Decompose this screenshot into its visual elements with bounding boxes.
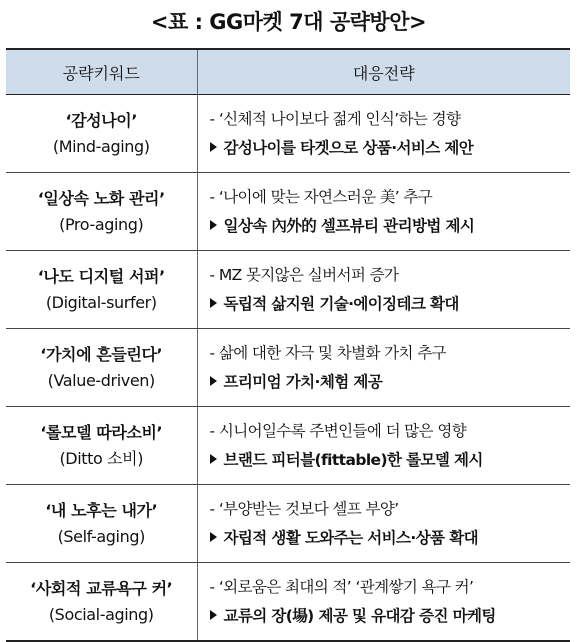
strategy-cell <box>197 251 570 329</box>
trend-text: - 시니어일수록 주변인들에 더 많은 영향 <box>209 421 467 440</box>
action-line <box>210 602 571 631</box>
triangle-bullet-icon <box>210 298 217 308</box>
table-row <box>6 329 570 407</box>
action-text: 감성나이를 타겟으로 상품·서비스 제안 <box>223 138 474 157</box>
action-text: 자립적 생활 도와주는 서비스·상품 확대 <box>223 528 478 547</box>
keyword-label: ‘감성나이’ <box>65 110 138 130</box>
keyword-english: (Ditto 소비) <box>59 448 144 468</box>
keyword-cell <box>6 251 197 329</box>
triangle-bullet-icon <box>210 454 217 464</box>
keyword-cell <box>6 485 197 563</box>
trend-text: - ‘나이에 맞는 자연스러운 美’ 추구 <box>209 187 433 206</box>
action-text: 프리미엄 가치·체험 제공 <box>223 372 383 391</box>
keyword-label: ‘사회적 교류욕구 커’ <box>30 578 173 598</box>
triangle-bullet-icon <box>210 532 217 542</box>
keyword-english: (Social-aging) <box>48 604 154 624</box>
trend-text: - 삶에 대한 자극 및 차별화 가치 추구 <box>209 343 447 362</box>
strategy-cell <box>197 407 570 485</box>
triangle-bullet-icon <box>210 376 217 386</box>
action-line <box>210 524 571 553</box>
keyword-label: ‘가치에 흔들린다’ <box>40 344 163 364</box>
triangle-bullet-icon <box>210 610 217 620</box>
trend-text: - ‘외로움은 최대의 적’ ‘관계쌓기 욕구 커’ <box>209 577 474 596</box>
strategy-cell <box>197 563 570 642</box>
trend-text: - ‘신체적 나이보다 젊게 인식’하는 경향 <box>209 109 461 128</box>
action-text: 브랜드 피터블(fittable)한 롤모델 제시 <box>223 450 483 469</box>
keyword-english: (Self-aging) <box>57 526 145 546</box>
action-text: 일상속 內外的 셀프뷰티 관리방법 제시 <box>223 216 475 235</box>
table-header-row <box>6 49 570 95</box>
header-keyword: 공략키워드 <box>6 49 197 95</box>
keyword-cell <box>6 407 197 485</box>
table-caption: <표 : GG마켓 7대 공략방안> <box>150 10 427 34</box>
action-line <box>210 368 571 397</box>
keyword-cell <box>6 173 197 251</box>
table-row <box>6 485 570 563</box>
keyword-label: ‘롤모델 따라소비’ <box>40 422 163 442</box>
table-row <box>6 407 570 485</box>
trend-text: - ‘부양받는 것보다 셀프 부양’ <box>209 499 399 518</box>
action-line <box>210 290 571 319</box>
keyword-cell <box>6 329 197 407</box>
header-strategy: 대응전략 <box>197 49 570 95</box>
keyword-label: ‘일상속 노화 관리’ <box>37 188 165 208</box>
keyword-cell <box>6 95 197 173</box>
table-row <box>6 563 570 642</box>
keyword-label: ‘내 노후는 내가’ <box>45 500 158 520</box>
action-line <box>210 212 571 241</box>
strategy-table <box>6 48 570 642</box>
triangle-bullet-icon <box>210 220 217 230</box>
strategy-cell <box>197 329 570 407</box>
triangle-bullet-icon <box>210 142 217 152</box>
action-line <box>210 446 571 475</box>
strategy-cell <box>197 173 570 251</box>
action-text: 교류의 장(場) 제공 및 유대감 증진 마케팅 <box>223 606 496 625</box>
action-text: 독립적 삶지원 기술·에이징테크 확대 <box>223 294 459 313</box>
table-row <box>6 95 570 173</box>
keyword-english: (Value-driven) <box>47 370 155 390</box>
keyword-label: ‘나도 디지털 서퍼’ <box>37 266 165 286</box>
action-line <box>210 134 571 163</box>
table-row <box>6 251 570 329</box>
keyword-english: (Mind-aging) <box>52 136 150 156</box>
strategy-cell <box>197 95 570 173</box>
keyword-english: (Pro-aging) <box>59 214 144 234</box>
trend-text: - MZ 못지않은 실버서퍼 증가 <box>209 265 399 284</box>
table-row <box>6 173 570 251</box>
keyword-cell <box>6 563 197 642</box>
keyword-english: (Digital-surfer) <box>45 292 157 312</box>
strategy-cell <box>197 485 570 563</box>
